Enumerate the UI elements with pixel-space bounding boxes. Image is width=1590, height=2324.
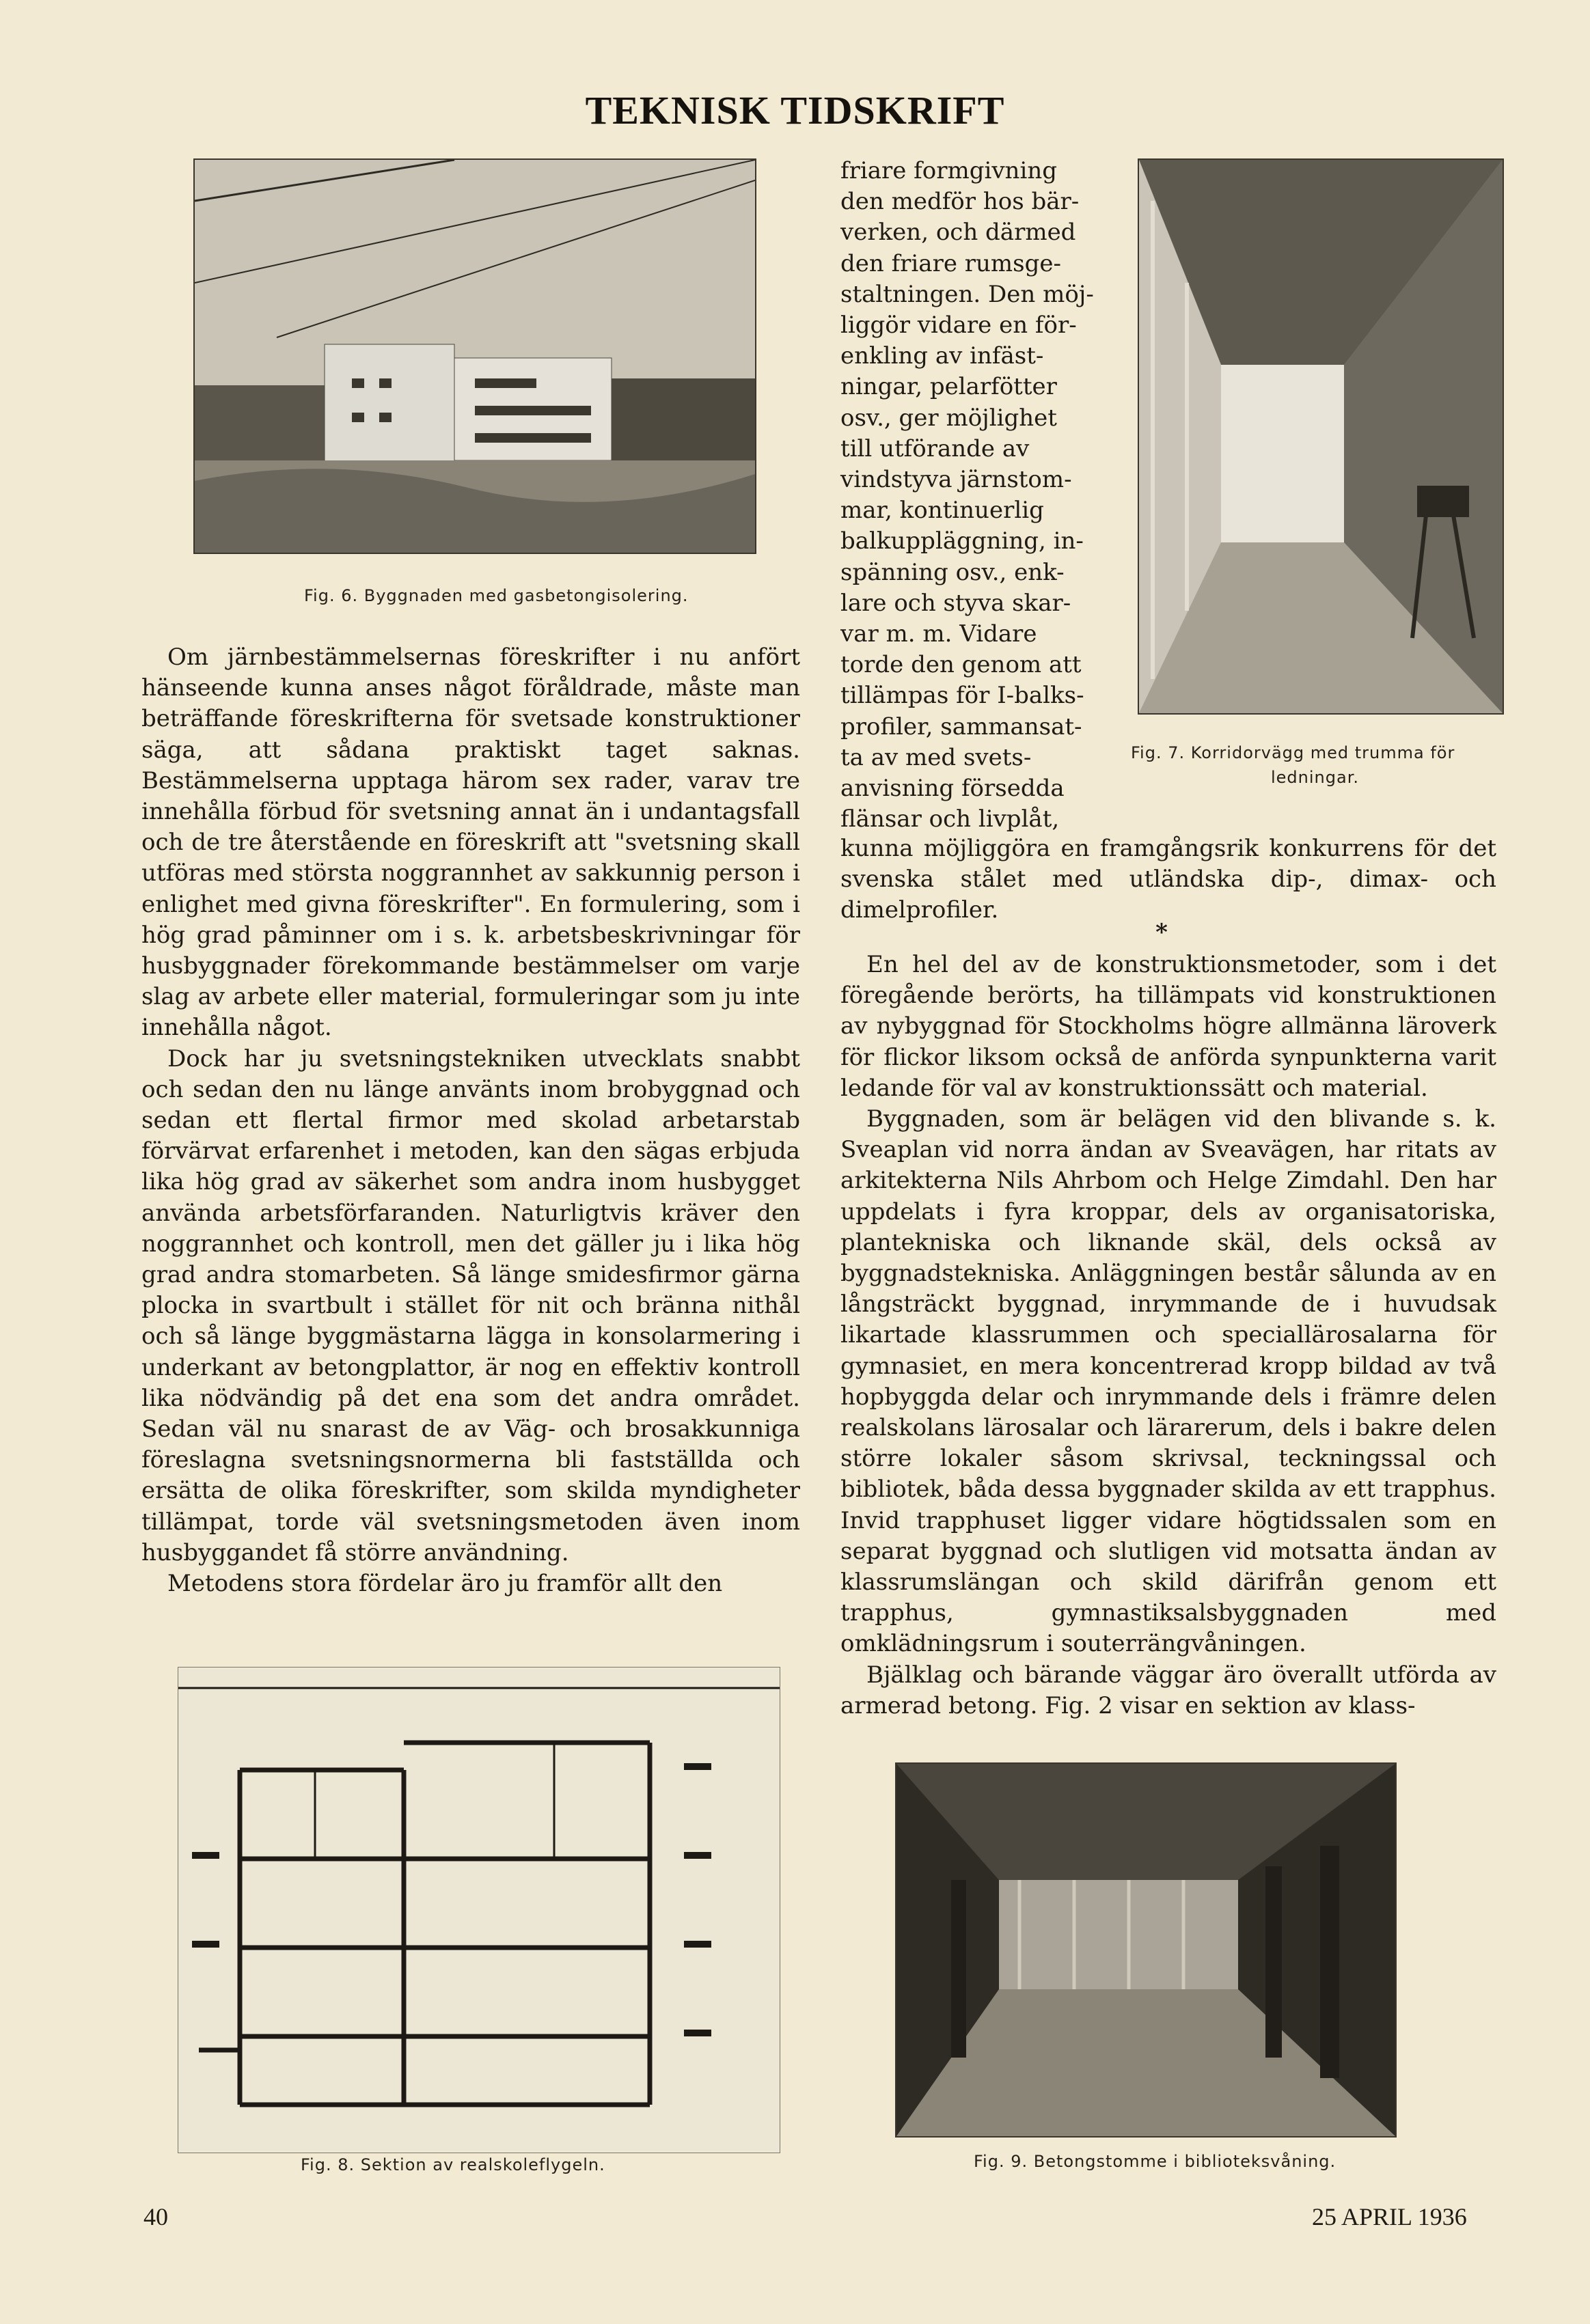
narrow-line: mar, kontinuerlig xyxy=(840,497,1044,525)
right-paragraph-3: Byggnaden, som är belägen vid den blivande s. k. Sveaplan vid norra ändan av Sveavägen, har ritats av arkitekterna Nils Ahrbom och Helge Zimdahl. Den har uppdelats i fyra kroppar, dels av organisatoriska, plantekniska och liknande skäl, dels också av byggnadstekniska. Anläggningen består sålunda av en långsträckt byggnad, inrymmande de i huvudsak likartade klassrummen och speciallärosalarna för gymnasiet, en mera koncentrerad kropp bildad av två hopbyggda delar och inrymmande dels i främre delen realskolans lärosalar och lärarerum, dels i bakre delen större lokaler såsom skrivsal, teckningssal och bibliotek, båda dessa byggnader skilda av ett trapphus. Invid trapphuset ligger vidare högtidssalen som en separat byggnad och slutligen vid motsatta ändan av klassrumslängan och skild därifrån genom ett trapphus, gymnastiksalsbyggnaden med omklädningsrum i souterrängvåningen. xyxy=(840,1105,1496,1658)
narrow-line: balkuppläggning, in- xyxy=(840,527,1084,555)
right-paragraph-1-tail: kunna möjliggöra en framgångsrik konkurrens för det svenska stålet med utländska dip-, dimax- och dimelprofiler. xyxy=(840,835,1496,924)
fig7-caption-line1: Fig. 7. Korridorvägg med trumma för xyxy=(1131,743,1455,762)
narrow-line: den medför hos bär- xyxy=(840,188,1080,216)
fig8-caption: Fig. 8. Sektion av realskoleflygeln. xyxy=(301,2155,605,2174)
right-column-continuation xyxy=(840,833,1496,926)
section-asterisk: * xyxy=(1155,919,1168,946)
issue-date: 25 APRIL 1936 xyxy=(1312,2203,1467,2230)
left-column xyxy=(141,642,800,1599)
narrow-line: profiler, sammansat- xyxy=(840,713,1082,741)
narrow-line: torde den genom att xyxy=(840,651,1082,679)
narrow-line: till utförande av xyxy=(840,434,1030,462)
left-paragraph-3: Metodens stora fördelar äro ju framför allt den xyxy=(167,1570,723,1598)
narrow-line: anvisning försedda xyxy=(840,775,1065,803)
narrow-line: liggör vidare en för- xyxy=(840,312,1077,340)
narrow-line: var m. m. Vidare xyxy=(840,620,1037,648)
narrow-line: den friare rumsge- xyxy=(840,249,1061,277)
fig6-caption: Fig. 6. Byggnaden med gasbetongisolering. xyxy=(304,586,689,605)
left-paragraph-1: Om järnbestämmelsernas föreskrifter i nu anfört hänseende kunna anses något föråldrade, måste man beträffande föreskrifterna för svetsade konstruktioner säga, att sådana praktiskt taget saknas. Bestämmelserna upptaga härom sex rader, varav tre innehålla förbud för svetsning annat än i undantagsfall och de tre återstående en föreskrift att "svetsning skall utföras med största noggrannhet av sakkunnig person i enlighet med givna föreskrifter". En formulering, som i hög grad påminner om i s. k. arbetsbeskrivningar för husbyggnader förekommande bestämmelser om varje slag av arbete eller material, formuleringar som ju inte innehålla något. xyxy=(141,644,800,1042)
fig6-building-photo xyxy=(193,158,756,554)
narrow-line: vindstyva järnstom- xyxy=(840,466,1072,494)
narrow-line: tillämpas för I-balks- xyxy=(840,682,1084,710)
right-paragraph-2: En hel del av de konstruktionsmetoder, som i det föregående berörts, ha tillämpats vid konstruktionen av nybyggnad för Stockholms högre allmänna läroverk för flickor liksom också de anförda synpunkterna varit ledande för val av konstruktionssätt och material. xyxy=(840,951,1496,1102)
fig7-caption-line2: ledningar. xyxy=(1271,768,1359,787)
right-paragraph-4: Bjälklag och bärande väggar äro överallt utförda av armerad betong. Fig. 2 visar en sektion av klass- xyxy=(840,1661,1496,1719)
journal-masthead: TEKNISK TIDSKRIFT xyxy=(585,88,1005,133)
narrow-line: flänsar och livplåt, xyxy=(840,805,1060,833)
left-paragraph-2: Dock har ju svetsningstekniken utvecklats snabbt och sedan den nu länge använts inom brobyggnad och sedan ett flertal firmor med skolad arbetarstab förvärvat erfarenhet i metoden, kan den sägas erbjuda lika hög grad av säkerhet som andra inom husbygget använda arbetsförfaranden. Naturligtvis kräver den noggrannhet och kontroll, men det gäller ju i lika hög grad andra stomarbeten. Så länge smidesfirmor gärna plocka in svartbult i stället för nit och bränna nithål och så länge byggmästarna lägga in konsolarmering i underkant av betongplattor, är nog en effektiv kontroll lika nödvändig på det ena som det andra området. Sedan väl nu snarast de av Väg- och brosakkunniga föreslagna svetsningsnormerna bli fastställda och ersätta de olika föreskrifter, som skilda myndigheter tillämpat, torde väl svetsningsmetoden även inom husbyggandet få större användning. xyxy=(141,1045,800,1566)
fig8-section-drawing xyxy=(178,1667,780,2153)
narrow-line: spänning osv., enk- xyxy=(840,558,1065,586)
fig9-concrete-frame-photo xyxy=(895,1762,1397,2138)
narrow-line: ta av med svets- xyxy=(840,743,1032,771)
narrow-line: verken, och därmed xyxy=(840,219,1076,247)
narrow-line: staltningen. Den möj- xyxy=(840,280,1094,308)
fig7-corridor-photo xyxy=(1138,158,1504,715)
narrow-line: osv., ger möjlighet xyxy=(840,404,1057,432)
narrow-line: friare formgivning xyxy=(840,157,1057,184)
fig9-caption: Fig. 9. Betongstomme i biblioteksvåning. xyxy=(974,2152,1337,2171)
page-number: 40 xyxy=(143,2203,168,2230)
right-column-body xyxy=(840,950,1496,1721)
narrow-line: ningar, pelarfötter xyxy=(840,373,1057,401)
narrow-line: lare och styva skar- xyxy=(840,589,1071,617)
right-narrow-block xyxy=(840,156,1104,835)
narrow-line: enkling av infäst- xyxy=(840,342,1044,370)
